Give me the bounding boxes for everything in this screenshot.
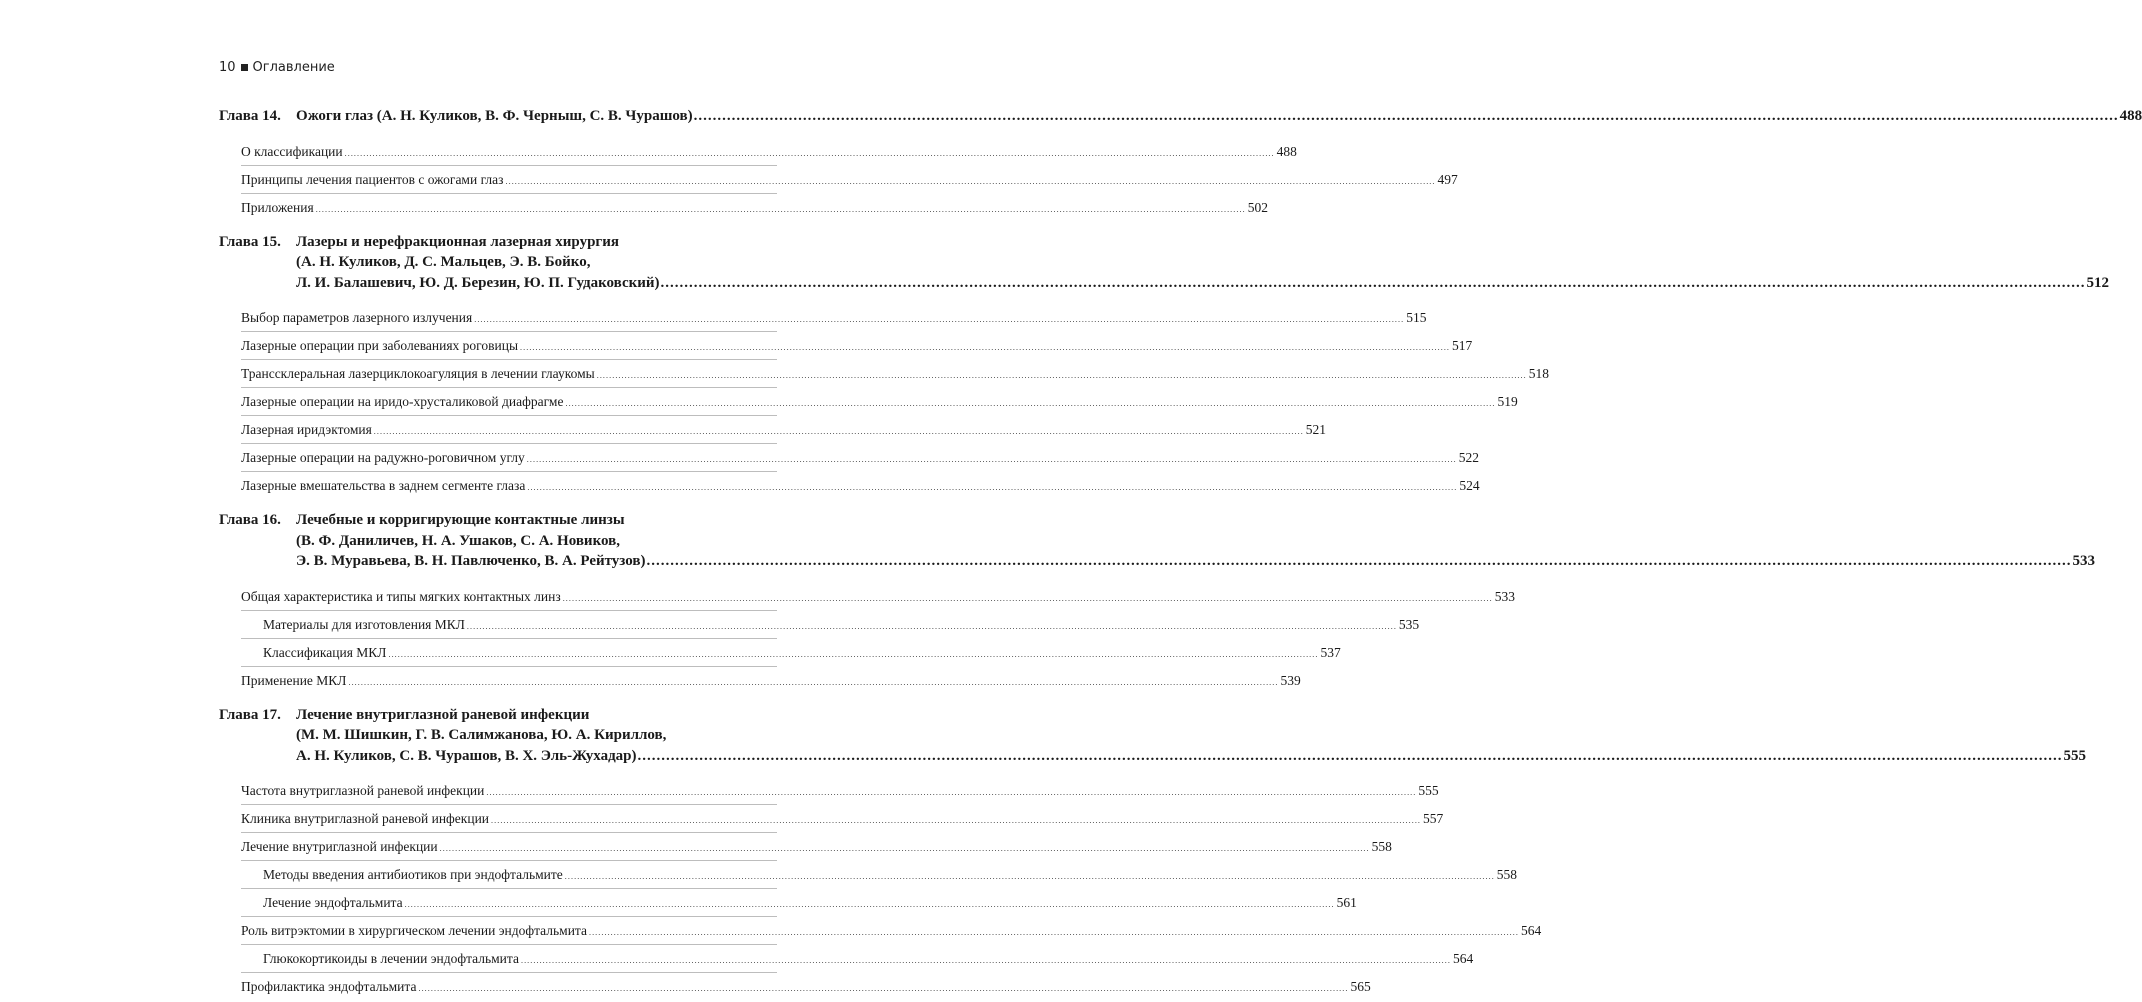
entry-title: Глюкокортикоиды в лечении эндофтальмита — [263, 951, 519, 966]
toc-entry[interactable] — [219, 973, 1371, 1000]
dot-leader: ............................................................................................................................................................................................................................................................................................................ — [588, 928, 1519, 937]
entry-page-number: 565 — [1350, 979, 1371, 994]
chapter-heading[interactable] — [219, 705, 2087, 767]
toc-entry[interactable] — [219, 360, 1549, 387]
toc-entry[interactable] — [219, 472, 1480, 499]
entry-title: Лазерные операции на радужно-роговичном углу — [241, 450, 525, 465]
toc-entry[interactable] — [219, 667, 1301, 694]
dot-leader: ............................................................................................................................................................................................................................................................................................................ — [466, 621, 1397, 631]
running-header — [219, 60, 335, 75]
running-title: Оглавление — [252, 60, 335, 75]
entry-title: Лазерная иридэктомия — [241, 422, 372, 437]
toc-entry[interactable] — [219, 639, 1341, 666]
chapter-page-number: 555 — [2063, 747, 2087, 764]
table-of-contents — [219, 106, 2142, 1000]
chapter-title-line: Лазеры и нерефракционная лазерная хирургия — [296, 233, 619, 250]
dot-leader: ............................................................................................................................................................................................................................................................................................................ — [418, 984, 1349, 993]
entry-page-number: 533 — [1494, 588, 1515, 604]
chapter-page-number: 512 — [2086, 274, 2110, 291]
entry-title: Частота внутриглазной раневой инфекции — [241, 783, 485, 798]
dot-leader: ............................................................................................................................................................................................................................................................................................................ — [474, 315, 1405, 324]
dot-leader: ............................................................................................................................................................................................................................................................................................................ — [564, 872, 1495, 881]
entry-title: Общая характеристика и типы мягких контактных линз — [241, 588, 561, 604]
entry-page-number: 537 — [1320, 644, 1341, 660]
chapter-title-line: Л. И. Балашевич, Ю. Д. Березин, Ю. П. Гудаковский) — [296, 274, 660, 291]
entry-title: О классификации — [241, 143, 343, 159]
chapter-title-line: Лечение внутриглазной раневой инфекции — [296, 706, 590, 723]
dot-leader: ............................................................................................................................................................................................................................................................................................................ — [526, 455, 1457, 464]
toc-entry[interactable] — [219, 917, 1542, 944]
dot-leader: ............................................................................................................................................................................................................................................................................................................ — [527, 483, 1458, 492]
entry-title: Профилактика эндофтальмита — [241, 979, 417, 994]
chapter-heading[interactable] — [219, 106, 2142, 127]
entry-title: Лазерные вмешательства в заднем сегменте глаза — [241, 478, 526, 493]
dot-leader: ............................................................................................................................................................................................................................................................................................................ — [565, 399, 1496, 408]
toc-entry[interactable] — [219, 861, 1518, 888]
entry-page-number: 564 — [1452, 951, 1474, 966]
entry-title: Транссклеральная лазерциклокоагуляция в лечении глаукомы — [241, 366, 595, 381]
entry-title: Лазерные операции при заболеваниях роговицы — [241, 338, 519, 353]
toc-chapter — [219, 232, 2110, 511]
dot-leader: ............................................................................................................................................................................................................................................................................................................ — [646, 553, 2072, 569]
page-number: 10 — [219, 60, 236, 75]
entry-page-number: 519 — [1497, 394, 1518, 409]
entry-page-number: 561 — [1336, 895, 1357, 910]
toc-entry[interactable] — [219, 945, 1474, 972]
dot-leader: ............................................................................................................................................................................................................................................................................................................ — [596, 371, 1527, 380]
chapter-title-line: А. Н. Куликов, С. В. Чурашов, В. Х. Эль-Жухадар) — [296, 747, 637, 764]
dot-leader: ............................................................................................................................................................................................................................................................................................................ — [562, 593, 1493, 603]
chapter-page-number: 533 — [2072, 553, 2095, 569]
entry-page-number: 555 — [1418, 783, 1439, 798]
toc-chapter — [219, 510, 2095, 705]
dot-leader: ............................................................................................................................................................................................................................................................................................................ — [439, 844, 1370, 853]
toc-chapter — [219, 705, 2087, 1001]
chapter-heading[interactable] — [219, 510, 2095, 572]
toc-entry[interactable] — [219, 138, 1297, 165]
dot-leader: ............................................................................................................................................................................................................................................................................................................ — [373, 427, 1304, 436]
toc-entry[interactable] — [219, 583, 1515, 610]
dot-leader: ............................................................................................................................................................................................................................................................................................................ — [404, 900, 1335, 909]
entry-title: Материалы для изготовления МКЛ — [263, 616, 465, 632]
entry-page-number: 558 — [1371, 839, 1392, 854]
entry-title: Лазерные операции на иридо-хрусталиковой диафрагме — [241, 394, 564, 409]
entry-page-number: 522 — [1458, 450, 1480, 465]
entry-title: Роль витрэктомии в хирургическом лечении эндофтальмита — [241, 923, 587, 938]
dot-leader: ............................................................................................................................................................................................................................................................................................................ — [520, 343, 1451, 352]
entry-title: Применение МКЛ — [241, 672, 347, 688]
entry-title: Классификация МКЛ — [263, 644, 387, 660]
chapter-title-line: (В. Ф. Даниличев, Н. А. Ушаков, С. А. Новиков, — [296, 532, 621, 549]
chapter-number: Глава 14. — [219, 108, 281, 124]
entry-title: Лечение эндофтальмита — [263, 895, 403, 910]
entry-title: Клиника внутриглазной раневой инфекции — [241, 811, 490, 826]
toc-entry[interactable] — [219, 833, 1392, 860]
dot-leader: ............................................................................................................................................................................................................................................................................................................ — [491, 816, 1422, 825]
toc-entry[interactable] — [219, 304, 1427, 331]
toc-entry[interactable] — [219, 611, 1420, 638]
entry-page-number: 497 — [1437, 171, 1458, 187]
dot-leader: ............................................................................................................................................................................................................................................................................................................ — [693, 108, 2119, 124]
square-bullet-icon — [241, 64, 248, 71]
chapter-title-line: (М. М. Шишкин, Г. В. Салимжанова, Ю. А. Кириллов, — [296, 727, 667, 743]
entry-page-number: 488 — [1276, 143, 1297, 159]
entry-title: Методы введения антибиотиков при эндофтальмите — [263, 867, 563, 882]
dot-leader: ............................................................................................................................................................................................................................................................................................................ — [505, 176, 1436, 186]
dot-leader: ............................................................................................................................................................................................................................................................................................................ — [660, 274, 2086, 291]
chapter-heading[interactable] — [219, 232, 2110, 294]
toc-entry[interactable] — [219, 889, 1357, 916]
entry-page-number: 521 — [1305, 422, 1327, 437]
entry-page-number: 557 — [1423, 811, 1444, 826]
chapter-title-line: Ожоги глаз (А. Н. Куликов, В. Ф. Черныш, С. В. Чурашов) — [296, 108, 693, 124]
entry-title: Принципы лечения пациентов с ожогами глаз — [241, 171, 504, 187]
toc-entry[interactable] — [219, 777, 1439, 804]
chapter-number: Глава 16. — [219, 512, 281, 528]
entry-title: Лечение внутриглазной инфекции — [241, 839, 438, 854]
entry-page-number: 502 — [1247, 199, 1268, 215]
dot-leader: ............................................................................................................................................................................................................................................................................................................ — [520, 956, 1451, 965]
chapter-page-number: 488 — [2119, 108, 2142, 124]
chapter-title-line: Лечебные и корригирующие контактные линзы — [296, 512, 625, 528]
toc-entry[interactable] — [219, 332, 1473, 359]
chapter-title-line: Э. В. Муравьева, В. Н. Павлюченко, В. А. Рейтузов) — [296, 553, 646, 569]
entry-page-number: 524 — [1459, 478, 1480, 493]
chapter-title-line: (А. Н. Куликов, Д. С. Мальцев, Э. В. Бойко, — [296, 254, 591, 270]
dot-leader: ............................................................................................................................................................................................................................................................................................................ — [637, 747, 2063, 764]
dot-leader: ............................................................................................................................................................................................................................................................................................................ — [348, 677, 1279, 687]
dot-leader: ............................................................................................................................................................................................................................................................................................................ — [486, 788, 1417, 797]
toc-entry[interactable] — [219, 166, 1458, 193]
toc-entry[interactable] — [219, 388, 1518, 415]
entry-title: Приложения — [241, 199, 314, 215]
entry-page-number: 518 — [1528, 366, 1549, 381]
entry-page-number: 515 — [1406, 310, 1427, 325]
dot-leader: ............................................................................................................................................................................................................................................................................................................ — [388, 649, 1319, 659]
dot-leader: ............................................................................................................................................................................................................................................................................................................ — [315, 204, 1246, 214]
entry-page-number: 558 — [1496, 867, 1518, 882]
toc-chapter — [219, 106, 2142, 232]
entry-page-number: 535 — [1398, 616, 1420, 632]
toc-entry[interactable] — [219, 444, 1480, 471]
entry-page-number: 539 — [1280, 672, 1301, 688]
toc-entry[interactable] — [219, 194, 1268, 221]
entry-page-number: 517 — [1452, 338, 1473, 353]
entry-page-number: 564 — [1520, 923, 1542, 938]
toc-entry[interactable] — [219, 805, 1444, 832]
toc-entry[interactable] — [219, 416, 1327, 443]
chapter-number: Глава 15. — [219, 233, 281, 250]
entry-title: Выбор параметров лазерного излучения — [241, 310, 473, 325]
dot-leader: ............................................................................................................................................................................................................................................................................................................ — [344, 148, 1275, 158]
chapter-number: Глава 17. — [219, 706, 281, 723]
